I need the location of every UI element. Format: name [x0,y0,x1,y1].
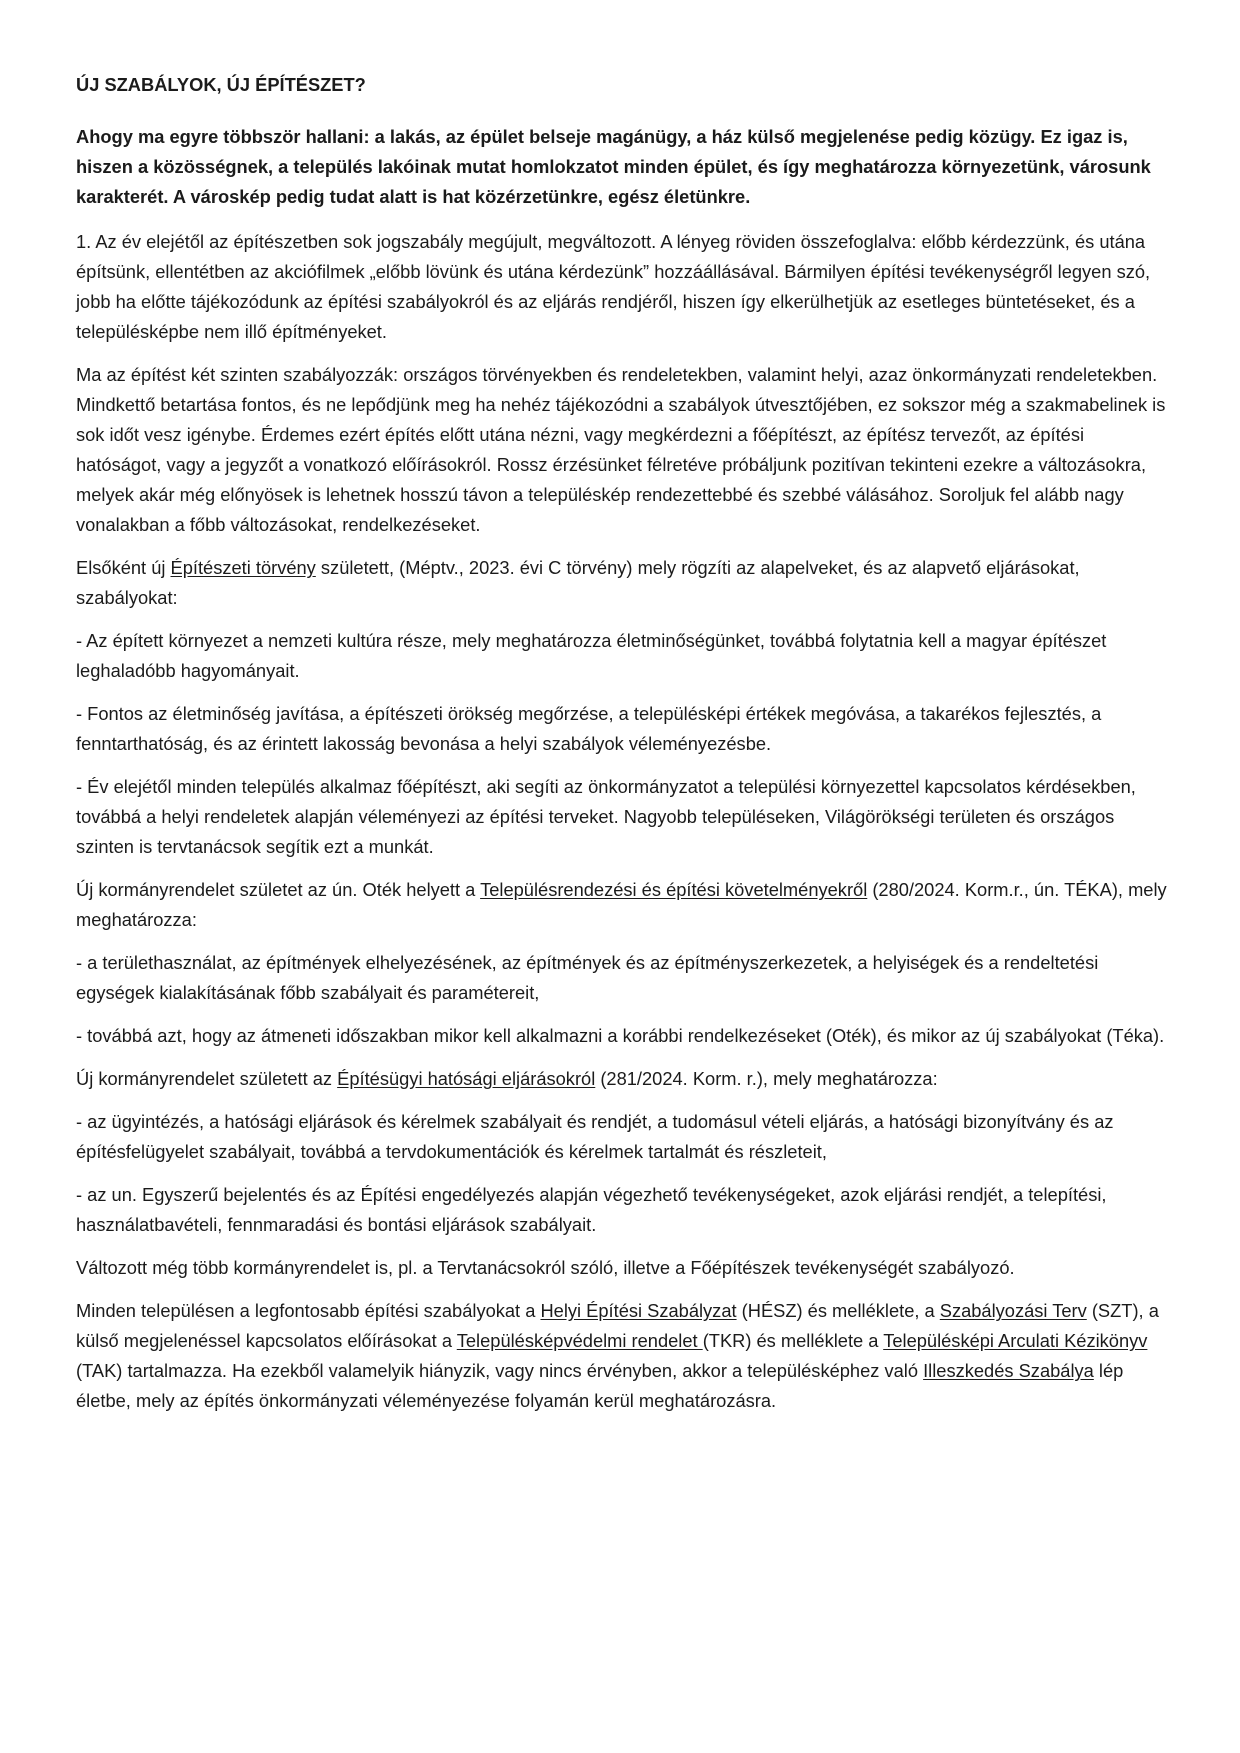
paragraph-7-text-before: Új kormányrendelet születet az ún. Oték helyett a [76,879,481,900]
paragraph-7 [76,875,1168,935]
paragraph-11: - az ügyintézés, a hatósági eljárások és kérelmek szabályait és rendjét, a tudomásul vételi eljárás, a hatósági bizonyítvány és az építésfelügyelet szabályait, továbbá a tervdokumentációk és kérelmek tartalmát és részleteit, [76,1111,1114,1162]
paragraph-4: - Az épített környezet a nemzeti kultúra része, mely meghatározza életminőségünket, továbbá folytatnia kell a magyar építészet leghaladóbb hagyományait. [76,630,1107,681]
paragraph-3-text-before: Elsőként új [76,557,171,578]
link-telepuleskepvedelmi-rendelet[interactable]: Településképvédelmi rendelet [456,1330,703,1351]
link-telepuleskepi-arculati-kezikonyv[interactable]: Településképi Arculati Kézikönyv [883,1330,1148,1351]
link-telepulesrendezesi-kovetelmenyek[interactable]: Településrendezési és építési követelményekről [480,879,868,900]
paragraph-3 [76,553,1168,613]
paragraph-14-text-5: (TAK) tartalmazza. Ha ezekből valamelyik hiányzik, vagy nincs érvényben, akkor a településképhez való [76,1360,924,1381]
paragraph-3-text-after: született, (Méptv., 2023. évi C törvény) mely rögzíti az alapelveket, és az alapvető eljárásokat, szabályokat: [76,557,1080,608]
link-szabalyozasi-terv[interactable]: Szabályozási Terv [939,1300,1087,1321]
paragraph-10 [76,1064,1168,1094]
paragraph-10-text-after: (281/2024. Korm. r.), mely meghatározza: [595,1068,938,1089]
paragraph-6: - Év elejétől minden település alkalmaz főépítészt, aki segíti az önkormányzatot a települési környezettel kapcsolatos kérdésekben, továbbá a helyi rendeletek alapján véleményezi az építési terveket. Nagyobb településeken, Világörökségi területen és országos szinten is tervtanácsok segítik ezt a munkát. [76,776,1136,857]
paragraph-14-text-3: (SZT), a külső megjelenéssel kapcsolatos előírásokat a [76,1300,1159,1351]
paragraph-2: Ma az építést két szinten szabályozzák: országos törvényekben és rendeletekben, valamint helyi, azaz önkormányzati rendeletekben. Mindkettő betartása fontos, és ne lepődjünk meg ha nehéz tájékozódni a szabályok útvesztőjében, ez sokszor még a szakmabelinek is sok időt vesz igénybe. Érdemes ezért építés előtt utána nézni, vagy megkérdezni a főépítészt, az építész tervezőt, az építési hatóságot, vagy a jegyzőt a vonatkozó előírásokról. Rossz érzésünket félretéve próbáljunk pozitívan tekinteni ezekre a változásokra, melyek akár még előnyösek is lehetnek hosszú távon a településkép rendezettebbé és szebbé válásához. Soroljuk fel alább nagy vonalakban a főbb változásokat, rendelkezéseket. [76,364,1166,535]
paragraph-10-text-before: Új kormányrendelet született az [76,1068,338,1089]
paragraph-13: Változott még több kormányrendelet is, pl. a Tervtanácsokról szóló, illetve a Főépítészek tevékenységét szabályozó. [76,1257,1015,1278]
paragraph-7-text-after: (280/2024. Korm.r., ún. TÉKA), mely meghatározza: [76,879,1167,930]
paragraph-14-text-2: (HÉSZ) és melléklete, a [736,1300,940,1321]
paragraph-8: - a területhasználat, az építmények elhelyezésének, az építmények és az építményszerkezetek, a helyiségek és a rendeltetési egységek kialakításának főbb szabályait és paramétereit, [76,952,1099,1003]
link-epiteszeti-torveny[interactable]: Építészeti törvény [170,557,316,578]
paragraph-9: - továbbá azt, hogy az átmeneti időszakban mikor kell alkalmazni a korábbi rendelkezéseket (Oték), és mikor az új szabályokat (Téka). [76,1025,1165,1046]
document-title: ÚJ SZABÁLYOK, ÚJ ÉPÍTÉSZET? [76,74,366,95]
intro-paragraph: Ahogy ma egyre többször hallani: a lakás, az épület belseje magánügy, a ház külső megjelenése pedig közügy. Ez igaz is, hiszen a közösségnek, a település lakóinak mutat homlokzatot minden épület, és így meghatározza környezetünk, városunk karakterét. A városkép pedig tudat alatt is hat közérzetünkre, egész életünkre. [76,126,1151,207]
paragraph-12: - az un. Egyszerű bejelentés és az Építési engedélyezés alapján végezhető tevékenységeket, azok eljárási rendjét, a telepítési, használatbavételi, fennmaradási és bontási eljárások szabályait. [76,1184,1107,1235]
link-helyi-epitesi-szabalyzat[interactable]: Helyi Építési Szabályzat [540,1300,737,1321]
document-page [76,70,1168,1429]
paragraph-14 [76,1296,1168,1416]
paragraph-14-text-1: Minden településen a legfontosabb építési szabályokat a [76,1300,541,1321]
paragraph-14-text-6: lép életbe, mely az építés önkormányzati véleményezése folyamán kerül meghatározásra. [76,1360,1124,1411]
paragraph-5: - Fontos az életminőség javítása, a építészeti örökség megőrzése, a településképi értékek megóvása, a takarékos fejlesztés, a fenntarthatóság, és az érintett lakosság bevonása a helyi szabályok véleményezésbe. [76,703,1102,754]
link-epitesugyi-hatosagi-eljarasok[interactable]: Építésügyi hatósági eljárásokról [337,1068,596,1089]
link-illeszkedes-szabalya[interactable]: Illeszkedés Szabálya [923,1360,1094,1381]
paragraph-1: 1. Az év elejétől az építészetben sok jogszabály megújult, megváltozott. A lényeg röviden összefoglalva: előbb kérdezzünk, és utána építsünk, ellentétben az akciófilmek „előbb lövünk és utána kérdezünk” hozzáállásával. Bármilyen építési tevékenységről legyen szó, jobb ha előtte tájékozódunk az építési szabályokról és az eljárás rendjéről, hiszen így elkerülhetjük az esetleges büntetéseket, és a településképbe nem illő építményeket. [76,231,1151,342]
paragraph-14-text-4: (TKR) és melléklete a [702,1330,884,1351]
